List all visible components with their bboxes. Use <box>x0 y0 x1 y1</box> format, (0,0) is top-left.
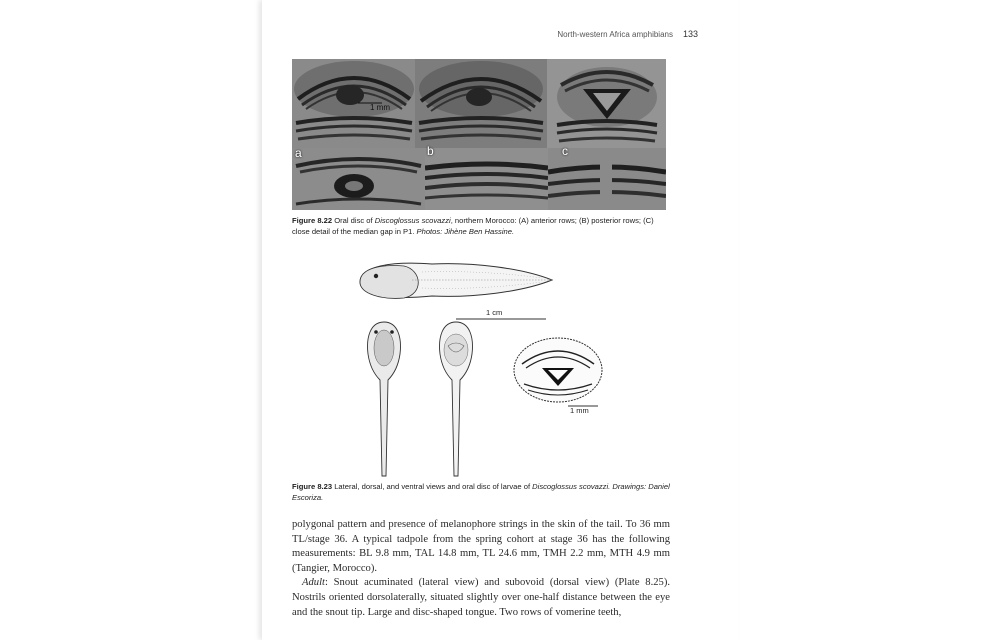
body-paragraph-2 <box>292 576 670 620</box>
scale-label-1cm: 1 cm <box>486 308 503 317</box>
figure-8-23-drawings <box>352 258 652 480</box>
page-number: 133 <box>682 29 698 39</box>
oral-disc-drawing <box>512 334 604 404</box>
photo-posterior-rows-left <box>292 148 425 210</box>
panel-label-b: b <box>427 144 434 158</box>
caption-figure-number: Figure 8.22 <box>292 216 333 225</box>
figure-8-22-caption <box>292 216 670 237</box>
figure-8-23-caption <box>292 482 670 503</box>
caption-figure-number: Figure 8.23 <box>292 482 333 491</box>
caption-credit: Drawings: Daniel Escoriza. <box>292 482 670 502</box>
caption-species: Discoglossus scovazzi <box>374 216 451 225</box>
tadpole-lateral-view <box>352 258 562 306</box>
photo-anterior-rows-left <box>292 59 415 148</box>
photo-scale-label: 1 mm <box>370 103 390 112</box>
caption-credit: Photos: Jihène Ben Hassine. <box>416 226 515 236</box>
paragraph-text: : Snout acuminated (lateral view) and subovoid (dorsal view) (Plate 8.25). Nostrils oriented dorsolaterally, situated slightly over one-half distance between the eye and the snout tip. Large and disc-shaped tongue. Two rows of vomerine teeth, <box>292 577 670 618</box>
figure-8-22-photos <box>292 59 666 210</box>
photo-posterior-rows-middle <box>425 148 548 210</box>
book-page <box>262 0 738 640</box>
caption-text: Oral disc of <box>332 216 375 225</box>
running-head <box>557 29 698 39</box>
caption-text: Lateral, dorsal, and ventral views and oral disc of larvae of <box>332 482 533 491</box>
paragraph-lead-adult: Adult <box>302 577 325 589</box>
scale-label-1mm: 1 mm <box>570 406 589 415</box>
body-text <box>292 518 670 620</box>
tadpole-ventral-view <box>434 320 478 478</box>
caption-text: , northern Morocco: (A) anterior rows; (B) posterior rows; (C) close detail of the median gap in P1. <box>292 216 654 236</box>
running-head-title: North-western Africa amphibians <box>557 30 673 39</box>
body-paragraph-1: polygonal pattern and presence of melanophore strings in the skin of the tail. To 36 mm TL/stage 36. A typical tadpole from the spring cohort at stage 36 has the following measurements: BL 9.8 mm, TAL 14.8 mm, TL 24.6 mm, TMH 2.2 mm, MTH 4.9 mm (Tangier, Morocco). <box>292 519 670 574</box>
caption-species: Discoglossus scovazzi. <box>532 482 611 491</box>
panel-label-c: c <box>562 144 568 158</box>
photo-anterior-rows-right <box>547 59 666 148</box>
photo-anterior-rows-middle <box>415 59 547 148</box>
tadpole-dorsal-view <box>362 320 406 478</box>
panel-label-a: a <box>295 146 302 160</box>
